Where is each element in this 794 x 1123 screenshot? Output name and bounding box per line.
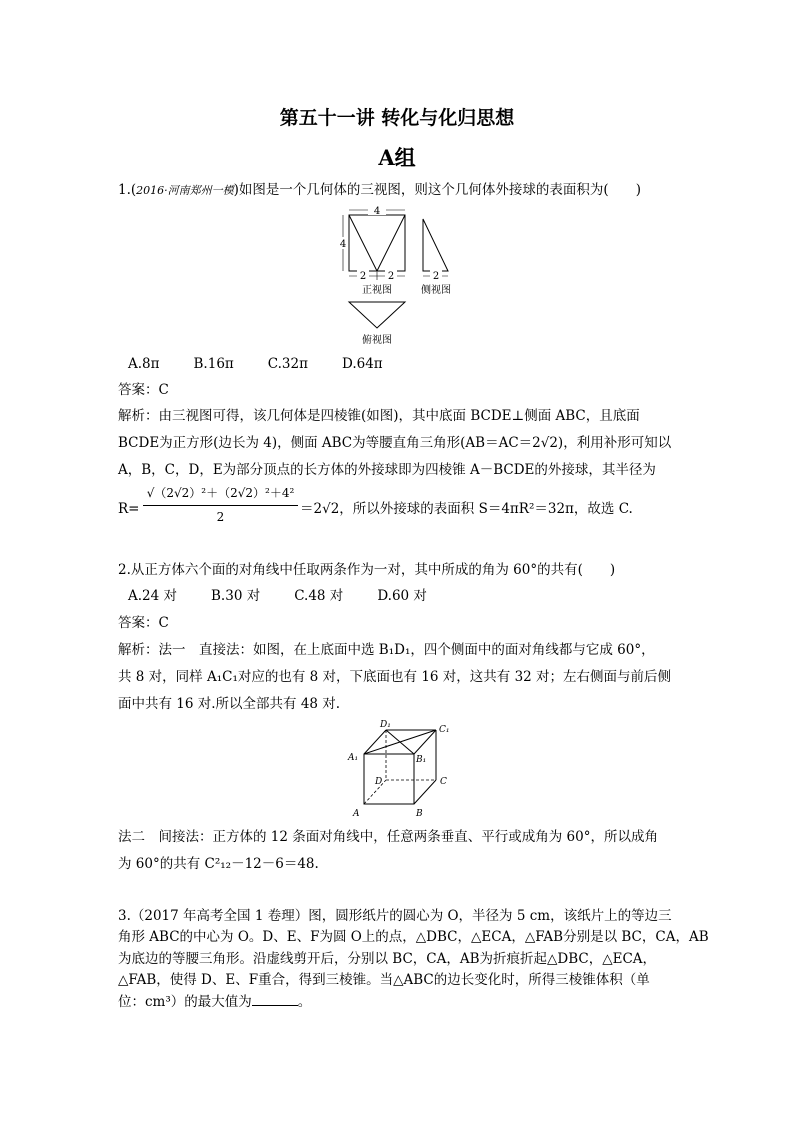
q2-analysis-line2: 共 8 对，同样 A₁C₁对应的也有 8 对，下底面也有 16 对，这共有 32 对；左右侧面与前后侧 [118, 669, 672, 685]
q2-option-a: A.24 对 [128, 588, 178, 604]
dim-side: 2 [432, 271, 440, 282]
dim-b2: 2 [387, 271, 395, 282]
vertex-b1: B₁ [416, 755, 427, 765]
label-top-view: 俯视图 [362, 335, 392, 346]
q1-formula-rhs: ＝2√2，所以外接球的表面积 S＝4πR²＝32π，故选 C. [300, 501, 633, 517]
q3-line5-end: 。 [297, 994, 312, 1010]
q3-line2: 角形 ABC的中心为 O。D、E、F为圆 O上的点，△DBC，△ECA，△FAB分别是以 BC，CA，AB [118, 929, 709, 945]
front-view-square [349, 215, 405, 271]
vertex-c1: C₁ [439, 725, 450, 735]
q3-line1: 3.（2017 年高考全国 1 卷理）图，圆形纸片的圆心为 O，半径为 5 cm，该纸片上的等边三 [118, 908, 672, 924]
q1-question [118, 181, 641, 200]
q3-line3: 为底边的等腰三角形。沿虚线剪开后，分别以 BC，CA，AB为折痕折起△DBC，△ECA， [118, 951, 657, 967]
page-title: 第五十一讲 转化与化归思想 [279, 107, 515, 129]
q2-analysis-line1: 解析：法一 直接法：如图，在上底面中选 B₁D₁，四个侧面中的面对角线都与它成 60°， [118, 642, 655, 658]
q2-options [128, 587, 461, 605]
diagonal-b1d1 [386, 730, 414, 754]
q2-option-c: C.48 对 [294, 588, 344, 604]
q2-method2-line1: 法二 间接法：正方体的 12 条面对角线中，任意两条垂直、平行或成角为 60°，所以成角 [118, 829, 658, 845]
q1-source: 2016·河南郑州一模 [136, 184, 234, 197]
q3-line5-text: 位：cm³）的最大值为 [118, 994, 252, 1010]
group-heading: A组 [378, 145, 416, 170]
q1-prefix: 1.( [118, 182, 137, 198]
q1-formula-denominator: 2 [216, 510, 225, 524]
vertex-a1: A₁ [348, 753, 359, 763]
vertex-b: B [416, 809, 423, 819]
q1-option-d: D.64π [341, 356, 383, 372]
q1-option-a: A.8π [128, 356, 160, 372]
q2-answer: 答案：C [118, 615, 169, 631]
q3-line5 [118, 993, 311, 1011]
q2-method2-line2: 为 60°的共有 C²₁₂－12－6＝48. [118, 856, 319, 872]
vertex-c: C [440, 777, 447, 787]
three-view-figure [330, 204, 466, 348]
vertex-a: A [353, 809, 360, 819]
q1-options [128, 355, 417, 373]
front-view-triangle [349, 215, 405, 271]
side-view-triangle [423, 219, 448, 271]
label-side-view: 侧视图 [421, 285, 451, 296]
q1-analysis-line3: A，B，C，D，E为部分顶点的长方体的外接球即为四棱锥 A－BCDE的外接球，其半径为 [118, 462, 656, 478]
label-front-view: 正视图 [362, 285, 392, 296]
q3-line4: △FAB，使得 D、E、F重合，得到三棱锥。当△ABC的边长变化时，所得三棱锥体积（单 [118, 972, 650, 988]
top-view-triangle [349, 302, 405, 328]
vertex-d1: D₁ [380, 720, 391, 730]
cube-front-face [364, 754, 414, 804]
q1-answer: 答案：C [118, 382, 169, 398]
dim-b1: 2 [359, 271, 367, 282]
q1-text: )如图是一个几何体的三视图，则这个几何体外接球的表面积为( ) [233, 182, 641, 198]
q1-analysis-line2: BCDE为正方形(边长为 4)，侧面 ABC为等腰直角三角形(AB＝AC＝2√2)，利用补形可知以 [118, 435, 672, 451]
q3-answer-blank[interactable] [252, 993, 298, 1006]
q1-option-b: B.16π [193, 356, 234, 372]
q1-analysis-line1: 解析：由三视图可得，该几何体是四棱锥(如图)，其中底面 BCDE⊥侧面 ABC，且底面 [118, 408, 640, 424]
q1-formula-numerator: √（2√2）²＋（2√2）²＋4² [146, 486, 295, 500]
q2-option-b: B.30 对 [211, 588, 261, 604]
q2-option-d: D.60 对 [377, 588, 427, 604]
q1-option-c: C.32π [267, 356, 308, 372]
q1-formula-lhs: R= [118, 501, 140, 517]
dim-top: 4 [373, 206, 381, 217]
q1-formula-bar [143, 505, 298, 506]
q2-analysis-line3: 面中共有 16 对.所以全部共有 48 对. [118, 696, 341, 712]
cube-figure [340, 718, 460, 822]
vertex-d: D [375, 777, 383, 787]
dim-left: 4 [339, 239, 347, 250]
q2-question: 2.从正方体六个面的对角线中任取两条作为一对，其中所成的角为 60°的共有( ) [118, 562, 616, 578]
